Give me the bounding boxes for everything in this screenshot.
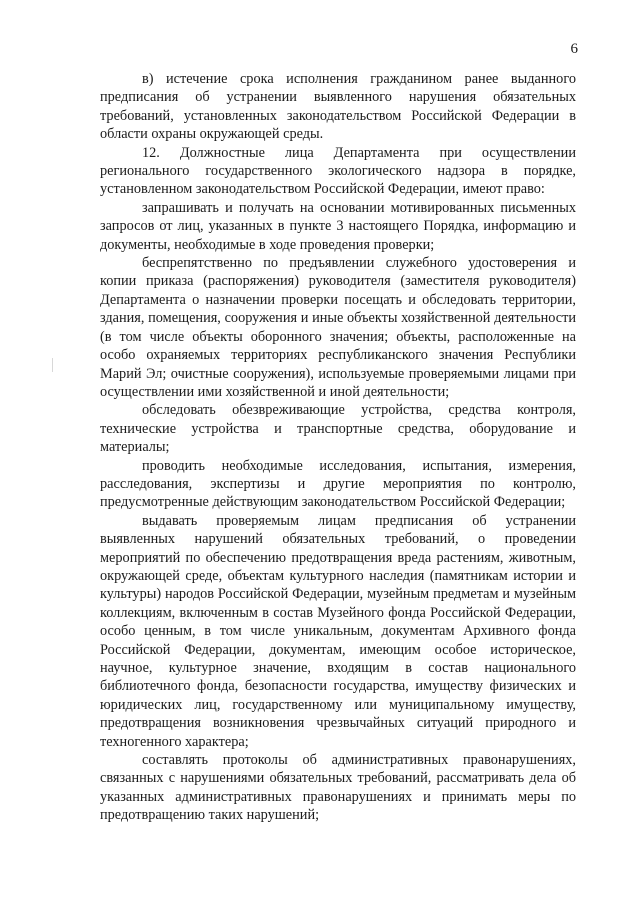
paragraph-right-draw-up-protocols: составлять протоколы об административных правонарушениях, связанных с нарушениями обязательных требований, рассматривать дела об указанных административных правонарушениях и принимать меры по предотвращению таких нарушений; xyxy=(100,752,576,824)
paragraph-right-request-info: запрашивать и получать на основании мотивированных письменных запросов от лиц, указанных в пункте 3 настоящего Порядка, информацию и документы, необходимые в ходе проведения проверки; xyxy=(100,199,576,253)
document-body xyxy=(100,70,576,825)
paragraph-subitem-v: в) истечение срока исполнения гражданином ранее выданного предписания об устранении выявленного нарушения обязательных требований, установленных законодательством Российской Федерации в области охраны окружающей среды. xyxy=(100,71,576,143)
paragraph-right-inspect-devices: обследовать обезвреживающие устройства, средства контроля, технические устройства и транспортные средства, оборудование и материалы; xyxy=(100,402,576,456)
scan-edge-mark xyxy=(52,358,53,372)
paragraph-right-visit-objects: беспрепятственно по предъявлении служебного удостоверения и копии приказа (распоряжения) руководителя (заместителя руководителя) Департамента о назначении проверки посещать и обследовать территории, здания, помещения, сооружения и иные объекты хозяйственной деятельности (в том числе объекты оборонного значения; объекты, расположенные на особо охраняемых территориях республиканского значения Республики Марий Эл; очистные сооружения), используемые проверяемыми лицами при осуществлении ими хозяйственной и иной деятельности; xyxy=(100,255,576,400)
page-number: 6 xyxy=(570,41,578,57)
paragraph-right-conduct-research: проводить необходимые исследования, испытания, измерения, расследования, экспертизы и другие мероприятия по контролю, предусмотренные действующим законодательством Российской Федерации; xyxy=(100,457,576,511)
paragraph-item-12: 12. Должностные лица Департамента при осуществлении регионального государственного экологического надзора в порядке, установленном законодательством Российской Федерации, имеют право: xyxy=(100,144,576,198)
paragraph-right-issue-orders: выдавать проверяемым лицам предписания об устранении выявленных нарушений обязательных требований, о проведении мероприятий по обеспечению предотвращения вреда растениям, животным, окружающей среде, объектам культурного наследия (памятникам истории и культуры) народов Российской Федерации, музейным предметам и музейным коллекциям, включенным в состав Музейного фонда Российской Федерации, особо ценным, в том числе уникальным, документам Архивного фонда Российской Федерации, документам, имеющим особое историческое, научное, культурное значение, входящим в состав национального библиотечного фонда, безопасности государства, имуществу физических и юридических лиц, государственному или муниципальному имуществу, предотвращения возникновения чрезвычайных ситуаций природного и техногенного характера; xyxy=(100,512,576,750)
